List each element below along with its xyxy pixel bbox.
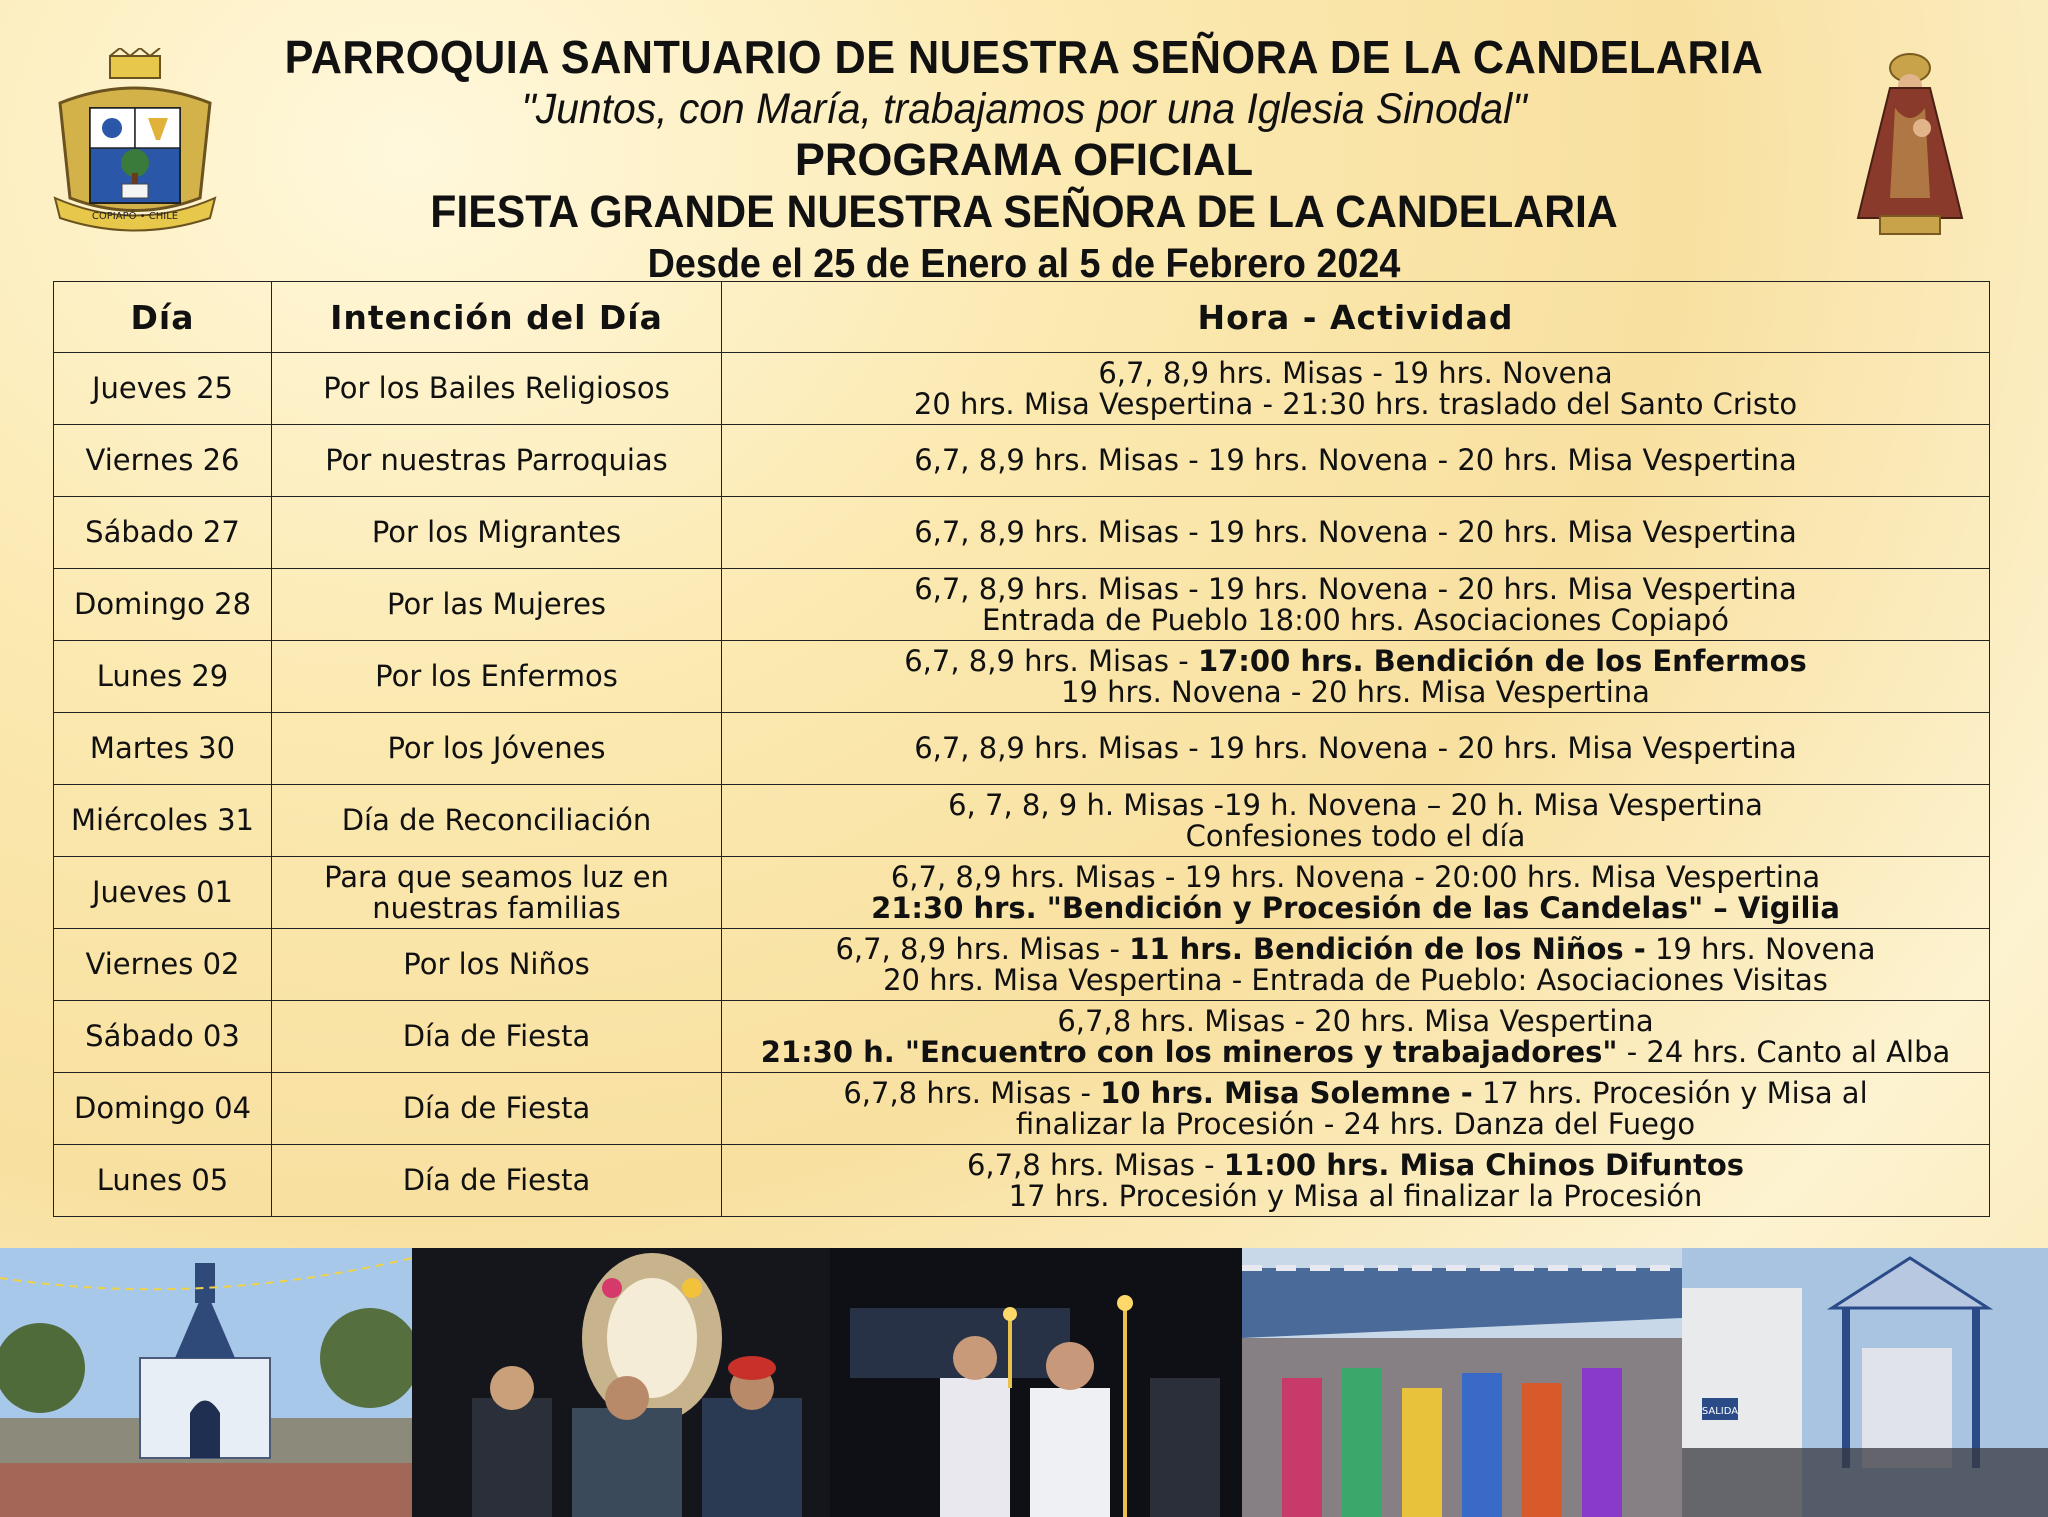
- motto: "Juntos, con María, trabajamos por una Iglesia Sinodal": [521, 85, 1527, 133]
- cell-dia: Martes 30: [54, 713, 272, 785]
- actividad-text: 6,7, 8,9 hrs. Misas - 19 hrs. Novena - 20 hrs. Misa Vespertina: [914, 515, 1797, 549]
- intencion-line: Día de Fiesta: [402, 1019, 591, 1053]
- actividad-text: Confesiones todo el día: [1185, 818, 1526, 853]
- actividad-line: [726, 1034, 1985, 1069]
- intencion-line: nuestras familias: [372, 890, 621, 925]
- parish-title: PARROQUIA SANTUARIO DE NUESTRA SEÑORA DE LA CANDELARIA: [284, 31, 1764, 83]
- actividad-text: 20 hrs. Misa Vespertina - 21:30 hrs. traslado del Santo Cristo: [913, 386, 1798, 421]
- cell-dia: Lunes 05: [54, 1145, 272, 1217]
- cell-intencion: [272, 929, 722, 1001]
- actividad-text: 6,7, 8,9 hrs. Misas - 19 hrs. Novena - 20 hrs. Misa Vespertina: [914, 571, 1797, 606]
- cell-dia: Viernes 26: [54, 425, 272, 497]
- cell-intencion: [272, 497, 722, 569]
- table-row: [54, 857, 1990, 929]
- cell-hora-actividad: [722, 713, 1990, 785]
- header-intencion: Intención del Día: [272, 282, 722, 353]
- actividad-line: [726, 818, 1985, 853]
- church-photo: [0, 1248, 412, 1517]
- cell-intencion: [272, 641, 722, 713]
- actividad-text: 6,7, 8,9 hrs. Misas - 19 hrs. Novena - 20:00 hrs. Misa Vespertina: [890, 859, 1821, 894]
- table-row: [54, 713, 1990, 785]
- intencion-line: Por nuestras Parroquias: [325, 443, 668, 477]
- cell-intencion: [272, 353, 722, 425]
- table-header-row: [54, 282, 1990, 353]
- actividad-text: - 24 hrs. Canto al Alba: [1617, 1034, 1951, 1069]
- cell-dia: Lunes 29: [54, 641, 272, 713]
- event-dates: Desde el 25 de Enero al 5 de Febrero 2024: [647, 240, 1401, 286]
- cell-intencion: [272, 1145, 722, 1217]
- actividad-highlight: 21:30 hrs. "Bendición y Procesión de las Candelas" – Vigilia: [871, 890, 1840, 925]
- actividad-line: [726, 643, 1985, 678]
- cell-intencion: [272, 713, 722, 785]
- table-row: [54, 1145, 1990, 1217]
- table-row: [54, 353, 1990, 425]
- intencion-line: Día de Fiesta: [402, 1091, 591, 1125]
- actividad-text: 17 hrs. Procesión y Misa al finalizar la Procesión: [1008, 1178, 1703, 1213]
- cell-hora-actividad: [722, 1073, 1990, 1145]
- miners-photo: [412, 1248, 830, 1517]
- actividad-highlight: 17:00 hrs. Bendición de los Enfermos: [1197, 643, 1807, 678]
- cell-intencion: [272, 785, 722, 857]
- cell-dia: Sábado 03: [54, 1001, 272, 1073]
- intencion-line: Por las Mujeres: [386, 587, 607, 621]
- actividad-highlight: 11 hrs. Bendición de los Niños -: [1129, 931, 1646, 966]
- cell-hora-actividad: [722, 497, 1990, 569]
- candle-procession-photo: [830, 1248, 1242, 1517]
- header-hora-actividad: Hora - Actividad: [722, 282, 1990, 353]
- actividad-text: 19 hrs. Novena - 20 hrs. Misa Vespertina: [1061, 674, 1650, 709]
- cell-dia: Jueves 25: [54, 353, 272, 425]
- cell-dia: Sábado 27: [54, 497, 272, 569]
- actividad-text: 6,7, 8,9 hrs. Misas -: [904, 643, 1198, 678]
- parish-crest-icon: [50, 48, 220, 233]
- cell-dia: Domingo 28: [54, 569, 272, 641]
- actividad-highlight: 21:30 h. "Encuentro con los mineros y trabajadores": [760, 1034, 1618, 1069]
- intencion-line: Por los Niños: [403, 947, 590, 981]
- actividad-highlight: 11:00 hrs. Misa Chinos Difuntos: [1223, 1147, 1745, 1182]
- actividad-text: 6,7, 8,9 hrs. Misas -: [835, 931, 1130, 966]
- cell-dia: Miércoles 31: [54, 785, 272, 857]
- schedule-table: [53, 281, 1990, 1217]
- intencion-line: Por los Enfermos: [375, 659, 618, 693]
- cell-hora-actividad: [722, 425, 1990, 497]
- actividad-line: [726, 517, 1985, 548]
- intencion-line: Día de Fiesta: [402, 1163, 591, 1197]
- event-title: FIESTA GRANDE NUESTRA SEÑORA DE LA CANDELARIA: [430, 186, 1618, 237]
- cell-dia: Viernes 02: [54, 929, 272, 1001]
- actividad-line: [726, 859, 1985, 894]
- cell-dia: Jueves 01: [54, 857, 272, 929]
- actividad-line: [726, 571, 1985, 606]
- actividad-line: [726, 1003, 1985, 1038]
- actividad-line: [726, 602, 1985, 637]
- actividad-highlight: 10 hrs. Misa Solemne -: [1100, 1075, 1473, 1110]
- cell-intencion: [272, 1073, 722, 1145]
- cell-intencion: [272, 1001, 722, 1073]
- intencion-line: Por los Bailes Religiosos: [323, 371, 670, 405]
- cell-hora-actividad: [722, 641, 1990, 713]
- actividad-line: [726, 931, 1985, 966]
- actividad-text: 6,7,8 hrs. Misas -: [966, 1147, 1224, 1182]
- actividad-line: [726, 1178, 1985, 1213]
- actividad-text: 6,7, 8,9 hrs. Misas - 19 hrs. Novena - 20 hrs. Misa Vespertina: [914, 443, 1797, 477]
- cell-hora-actividad: [722, 857, 1990, 929]
- table-row: [54, 1001, 1990, 1073]
- table-row: [54, 641, 1990, 713]
- cell-hora-actividad: [722, 1145, 1990, 1217]
- table-row: [54, 929, 1990, 1001]
- intencion-line: Día de Reconciliación: [341, 803, 652, 837]
- actividad-line: [726, 386, 1985, 421]
- actividad-text: finalizar la Procesión - 24 hrs. Danza del Fuego: [1015, 1106, 1696, 1141]
- actividad-text: 20 hrs. Misa Vespertina - Entrada de Pueblo: Asociaciones Visitas: [883, 962, 1828, 997]
- cell-hora-actividad: [722, 569, 1990, 641]
- photo-strip: [0, 1248, 2048, 1517]
- table-row: [54, 785, 1990, 857]
- program-title: PROGRAMA OFICIAL: [794, 134, 1254, 185]
- actividad-text: 17 hrs. Procesión y Misa al: [1472, 1075, 1868, 1110]
- svg-text:SALIDA: SALIDA: [1701, 1406, 1739, 1417]
- intencion-line: Por los Migrantes: [371, 515, 622, 549]
- actividad-text: 6,7, 8,9 hrs. Misas - 19 hrs. Novena - 20 hrs. Misa Vespertina: [914, 731, 1797, 765]
- cell-hora-actividad: [722, 1001, 1990, 1073]
- intencion-line: Para que seamos luz en: [324, 859, 669, 894]
- table-row: [54, 1073, 1990, 1145]
- actividad-text: 6,7,8 hrs. Misas - 20 hrs. Misa Vespertina: [1057, 1003, 1654, 1038]
- dancers-photo: [1242, 1248, 1682, 1517]
- salida-building-photo: [1682, 1248, 2048, 1517]
- actividad-text: 6,7, 8,9 hrs. Misas - 19 hrs. Novena: [1098, 355, 1613, 390]
- actividad-text: 19 hrs. Novena: [1645, 931, 1876, 966]
- table-row: [54, 425, 1990, 497]
- virgin-statue-icon: [1850, 48, 1970, 238]
- actividad-text: 6,7,8 hrs. Misas -: [843, 1075, 1101, 1110]
- table-row: [54, 569, 1990, 641]
- actividad-text: 6, 7, 8, 9 h. Misas -19 h. Novena – 20 h. Misa Vespertina: [948, 787, 1763, 822]
- cell-hora-actividad: [722, 929, 1990, 1001]
- actividad-line: [726, 1106, 1985, 1141]
- actividad-text: Entrada de Pueblo 18:00 hrs. Asociaciones Copiapó: [981, 602, 1730, 637]
- header-dia: Día: [54, 282, 272, 353]
- cell-intencion: [272, 569, 722, 641]
- actividad-line: [726, 890, 1985, 925]
- cell-hora-actividad: [722, 785, 1990, 857]
- actividad-line: [726, 1147, 1985, 1182]
- header: [0, 0, 2048, 286]
- svg-text:COPIAPÓ • CHILE: COPIAPÓ • CHILE: [91, 211, 179, 222]
- cell-intencion: [272, 857, 722, 929]
- actividad-line: [726, 674, 1985, 709]
- intencion-line: Por los Jóvenes: [387, 731, 606, 765]
- cell-intencion: [272, 425, 722, 497]
- cell-hora-actividad: [722, 353, 1990, 425]
- actividad-line: [726, 962, 1985, 997]
- actividad-line: [726, 787, 1985, 822]
- actividad-line: [726, 733, 1985, 764]
- table-row: [54, 497, 1990, 569]
- cell-dia: Domingo 04: [54, 1073, 272, 1145]
- actividad-line: [726, 445, 1985, 476]
- actividad-line: [726, 355, 1985, 390]
- actividad-line: [726, 1075, 1985, 1110]
